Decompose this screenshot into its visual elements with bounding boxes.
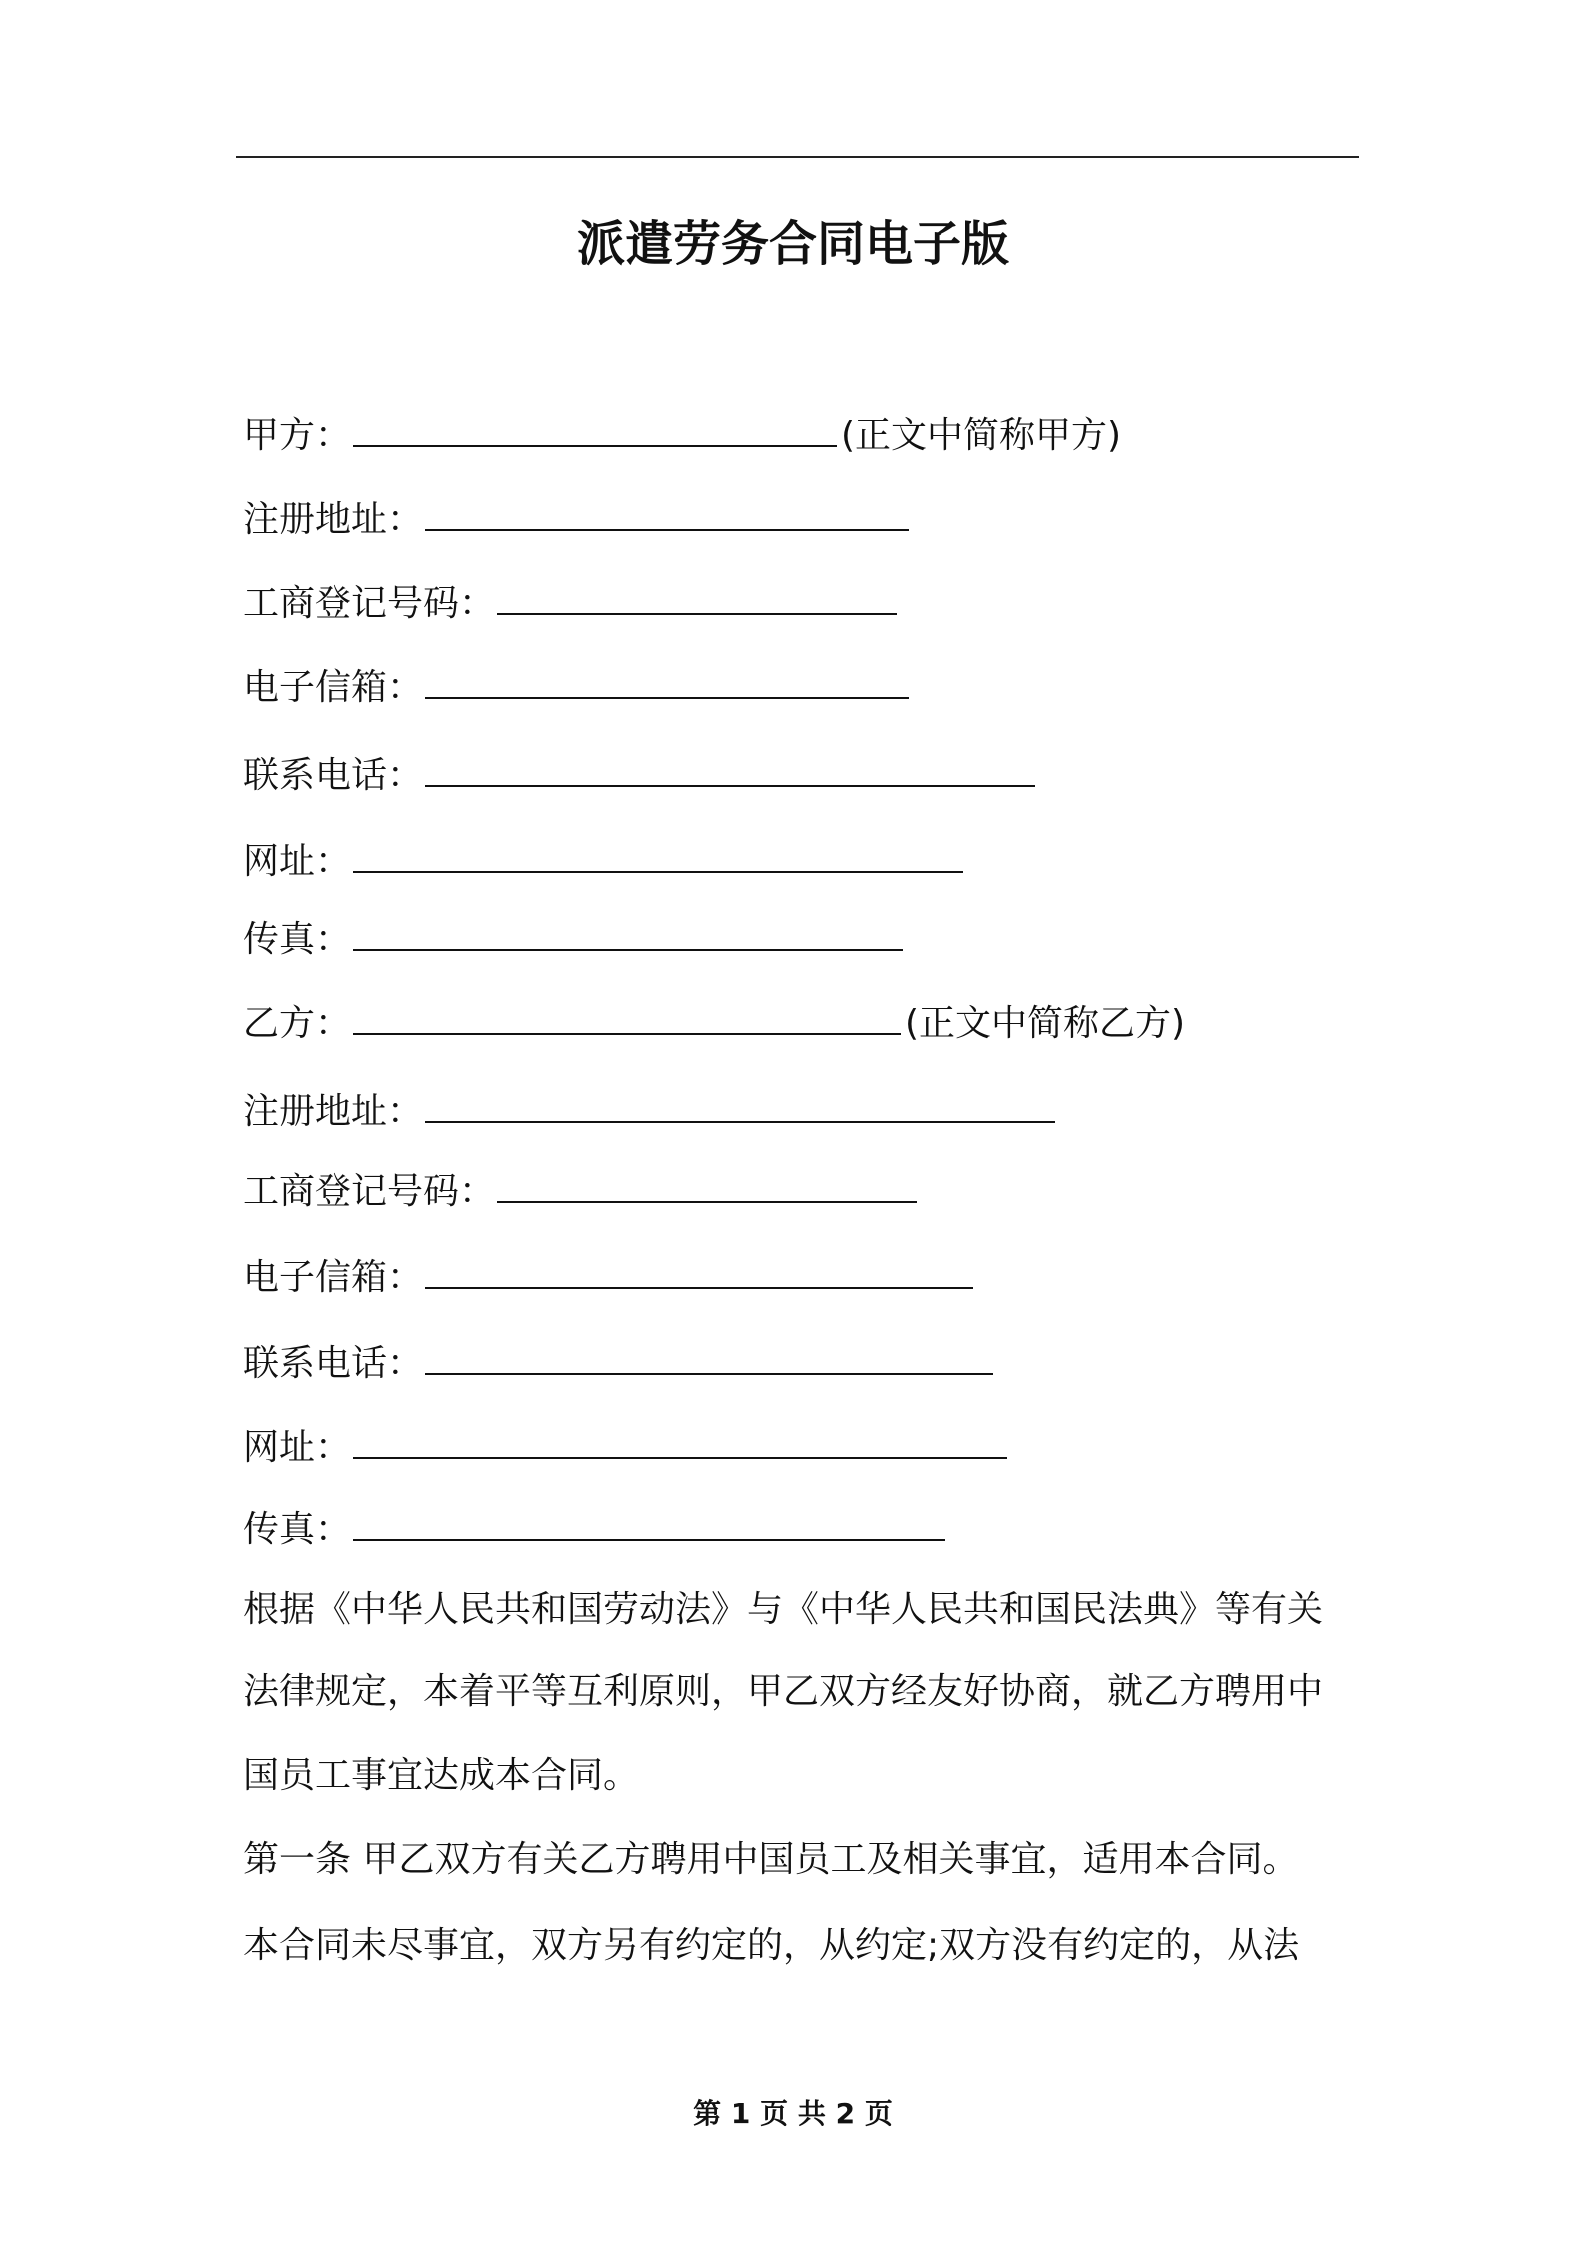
party-b-website-label: 网址： [243,1427,352,1468]
party-a-website-field [243,836,967,888]
party-a-address-blank [425,499,909,531]
party-b-name-field [243,998,1185,1050]
party-b-address-label: 注册地址： [243,1091,424,1132]
body-line: 根据《中华人民共和国劳动法》与《中华人民共和国民法典》等有关 [243,1589,1324,1630]
party-a-phone-label: 联系电话： [243,755,424,796]
party-b-reg-no-blank [497,1171,917,1203]
party-a-email-blank [425,667,909,699]
party-b-website-field [243,1422,1011,1474]
party-a-address-field [243,494,913,546]
party-a-website-blank [353,841,963,873]
party-a-fax-blank [353,919,903,951]
party-b-website-blank [353,1427,1007,1459]
party-a-phone-blank [425,755,1035,787]
party-b-fax-label: 传真： [243,1509,352,1550]
party-b-email-field [243,1252,977,1304]
party-a-reg-no-blank [497,583,897,615]
party-b-name-suffix: (正文中简称乙方) [905,1003,1186,1044]
party-b-fax-blank [353,1509,945,1541]
party-b-name-blank [353,1003,901,1035]
body-line: 国员工事宜达成本合同。 [243,1755,640,1796]
party-a-website-label: 网址： [243,841,352,882]
party-b-address-blank [425,1091,1055,1123]
party-a-email-label: 电子信箱： [243,667,424,708]
party-b-phone-label: 联系电话： [243,1343,424,1384]
party-a-name-suffix: (正文中简称甲方) [841,415,1122,456]
body-line: 法律规定，本着平等互利原则，甲乙双方经友好协商，就乙方聘用中 [243,1671,1324,1712]
party-b-phone-blank [425,1343,993,1375]
party-b-name-label: 乙方： [243,1003,352,1044]
party-a-name-label: 甲方： [243,415,352,456]
party-b-reg-no-field [243,1166,921,1218]
party-a-reg-no-label: 工商登记号码： [243,583,496,624]
document-title: 派遣劳务合同电子版 [576,216,1009,272]
party-a-fax-field [243,914,907,966]
party-b-phone-field [243,1338,997,1390]
party-b-address-field [243,1086,1059,1138]
body-line: 第一条 甲乙双方有关乙方聘用中国员工及相关事宜，适用本合同。 [243,1839,1299,1880]
party-a-email-field [243,662,913,714]
party-a-name-blank [353,415,837,447]
party-a-reg-no-field [243,578,901,630]
party-a-phone-field [243,750,1039,802]
party-b-reg-no-label: 工商登记号码： [243,1171,496,1212]
party-b-email-blank [425,1257,973,1289]
party-a-name-field [243,410,1121,462]
party-b-fax-field [243,1504,949,1556]
header-rule [236,156,1359,158]
party-a-address-label: 注册地址： [243,499,424,540]
body-line: 本合同未尽事宜，双方另有约定的，从约定;双方没有约定的，从法 [243,1925,1300,1966]
party-b-email-label: 电子信箱： [243,1257,424,1298]
party-a-fax-label: 传真： [243,919,352,960]
page-footer: 第 1 页 共 2 页 [693,2097,893,2130]
